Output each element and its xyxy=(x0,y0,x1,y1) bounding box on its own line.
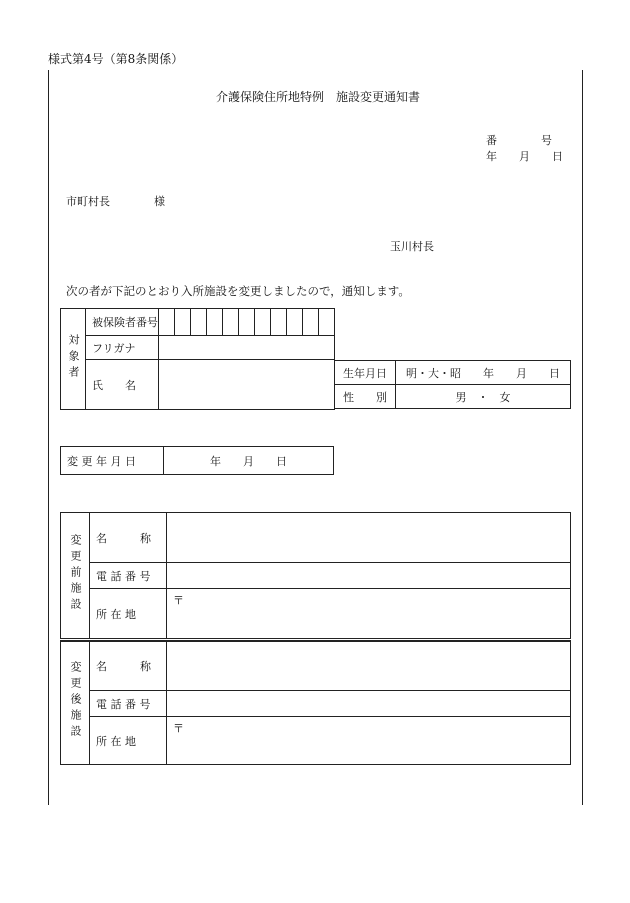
insured-number-boxes[interactable] xyxy=(159,309,335,336)
document-title: 介護保険住所地特例 施設変更通知書 xyxy=(216,90,421,104)
birth-sex-table xyxy=(334,360,571,409)
recipient: 市町村長 様 xyxy=(66,195,165,208)
before-phone-label: 電 話 番 号 xyxy=(90,563,167,589)
name-field[interactable] xyxy=(159,360,335,410)
before-postal-mark: 〒 xyxy=(173,594,184,607)
before-facility-table xyxy=(60,512,571,639)
before-address-field[interactable] xyxy=(167,589,571,639)
change-date-table xyxy=(60,446,334,475)
after-address-field[interactable] xyxy=(167,717,571,765)
document-number-label: 番 号 xyxy=(486,134,552,147)
birth-label: 生年月日 xyxy=(335,361,396,385)
sex-value[interactable]: 男 ・ 女 xyxy=(396,385,571,409)
insured-number-label: 被保険者番号 xyxy=(86,309,159,336)
subject-table xyxy=(60,308,335,410)
after-section-cell xyxy=(61,641,90,765)
subject-section-label: 対象者 xyxy=(67,333,80,382)
before-address-label: 所 在 地 xyxy=(90,589,167,639)
subject-section-cell xyxy=(61,309,86,410)
after-phone-field[interactable] xyxy=(167,691,571,717)
after-postal-mark: 〒 xyxy=(173,722,184,735)
before-section-cell xyxy=(61,513,90,639)
name-label: 氏 名 xyxy=(86,360,159,410)
before-section-label: 変更前施設 xyxy=(69,534,82,614)
after-section-label: 変更後施設 xyxy=(69,661,82,741)
after-address-label: 所 在 地 xyxy=(90,717,167,765)
notice-text: 次の者が下記のとおり入所施設を変更しましたので，通知します。 xyxy=(66,284,410,298)
after-name-label: 名 称 xyxy=(90,641,167,691)
frame-left-line xyxy=(48,70,49,805)
change-date-label: 変 更 年 月 日 xyxy=(61,447,164,475)
after-facility-table xyxy=(60,640,571,765)
before-name-field[interactable] xyxy=(167,513,571,563)
change-date-value[interactable]: 年 月 日 xyxy=(164,447,334,475)
furigana-label: フリガナ xyxy=(86,336,159,360)
before-phone-field[interactable] xyxy=(167,563,571,589)
sex-label: 性 別 xyxy=(335,385,396,409)
frame-right-line xyxy=(582,70,583,805)
document-date-label: 年 月 日 xyxy=(486,150,563,163)
before-name-label: 名 称 xyxy=(90,513,167,563)
after-phone-label: 電 話 番 号 xyxy=(90,691,167,717)
form-number: 様式第4号（第8条関係） xyxy=(48,52,184,66)
sender: 玉川村長 xyxy=(390,240,434,253)
furigana-field[interactable] xyxy=(159,336,335,360)
birth-value[interactable]: 明・大・昭 年 月 日 xyxy=(396,361,571,385)
after-name-field[interactable] xyxy=(167,641,571,691)
